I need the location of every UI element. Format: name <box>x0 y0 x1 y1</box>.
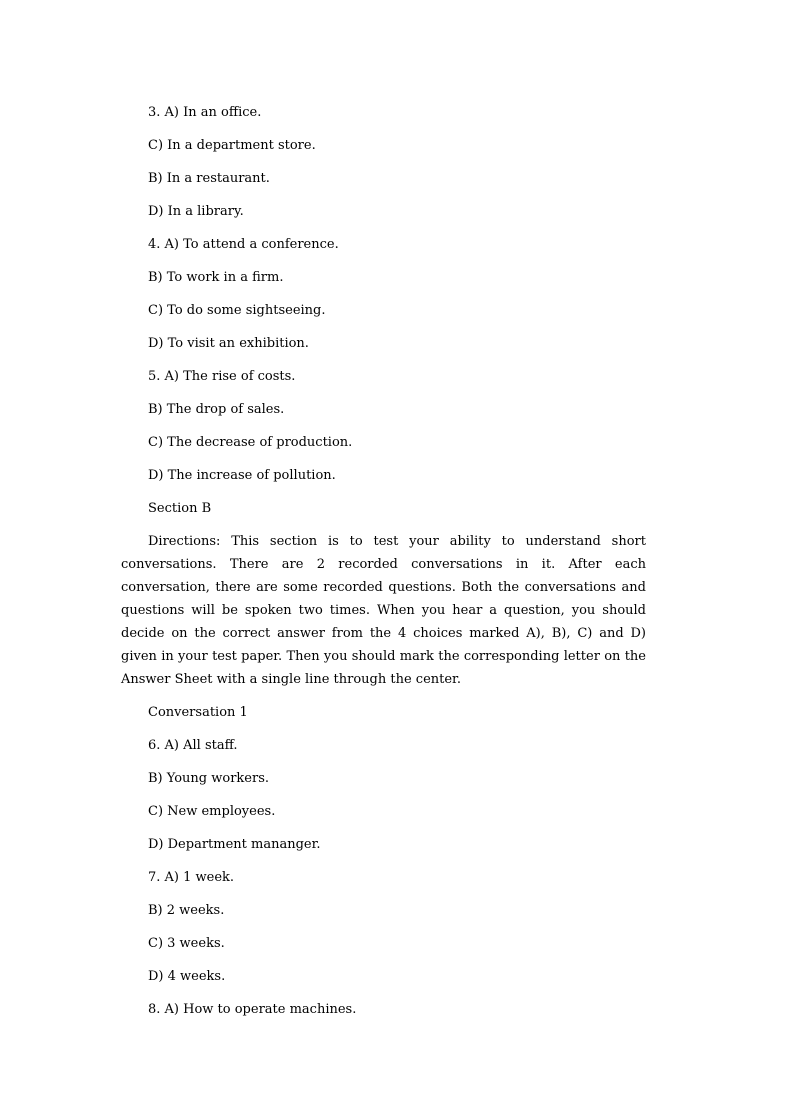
q7-option-a: 7. A) 1 week. <box>148 870 235 885</box>
directions-paragraph: Directions: This section is to test your ability to understand short conversations. There are 2 recorded conversations in it. After each conversation, there are some recorded questions. Both the conversations and questions will be spoken two times. When you hear a question, you should decide on the correct answer from the 4 choices marked A), B), C) and D) given in your test paper. Then you should mark the corresponding letter on the Answer Sheet with a single line through the center. <box>121 534 646 687</box>
q5-option-c: C) The decrease of production. <box>148 435 353 450</box>
q3-option-a: 3. A) In an office. <box>148 105 262 120</box>
q8-option-a: 8. A) How to operate machines. <box>148 1002 357 1017</box>
q3-option-b: B) In a restaurant. <box>148 171 270 186</box>
q5-option-b: B) The drop of sales. <box>148 402 285 417</box>
q4-option-c: C) To do some sightseeing. <box>148 303 326 318</box>
q4-option-b: B) To work in a firm. <box>148 270 284 285</box>
q7-option-d: D) 4 weeks. <box>148 969 226 984</box>
q6-option-a: 6. A) All staff. <box>148 738 238 753</box>
q3-option-d: D) In a library. <box>148 204 244 219</box>
q4-option-a: 4. A) To attend a conference. <box>148 237 339 252</box>
q7-option-c: C) 3 weeks. <box>148 936 225 951</box>
q6-option-b: B) Young workers. <box>148 771 269 786</box>
q4-option-d: D) To visit an exhibition. <box>148 336 309 351</box>
q6-option-d: D) Department mananger. <box>148 837 321 852</box>
conversation-heading: Conversation 1 <box>148 705 248 720</box>
q6-option-c: C) New employees. <box>148 804 276 819</box>
q7-option-b: B) 2 weeks. <box>148 903 225 918</box>
q3-option-c: C) In a department store. <box>148 138 316 153</box>
q5-option-d: D) The increase of pollution. <box>148 468 336 483</box>
q5-option-a: 5. A) The rise of costs. <box>148 369 296 384</box>
section-heading: Section B <box>148 501 212 516</box>
